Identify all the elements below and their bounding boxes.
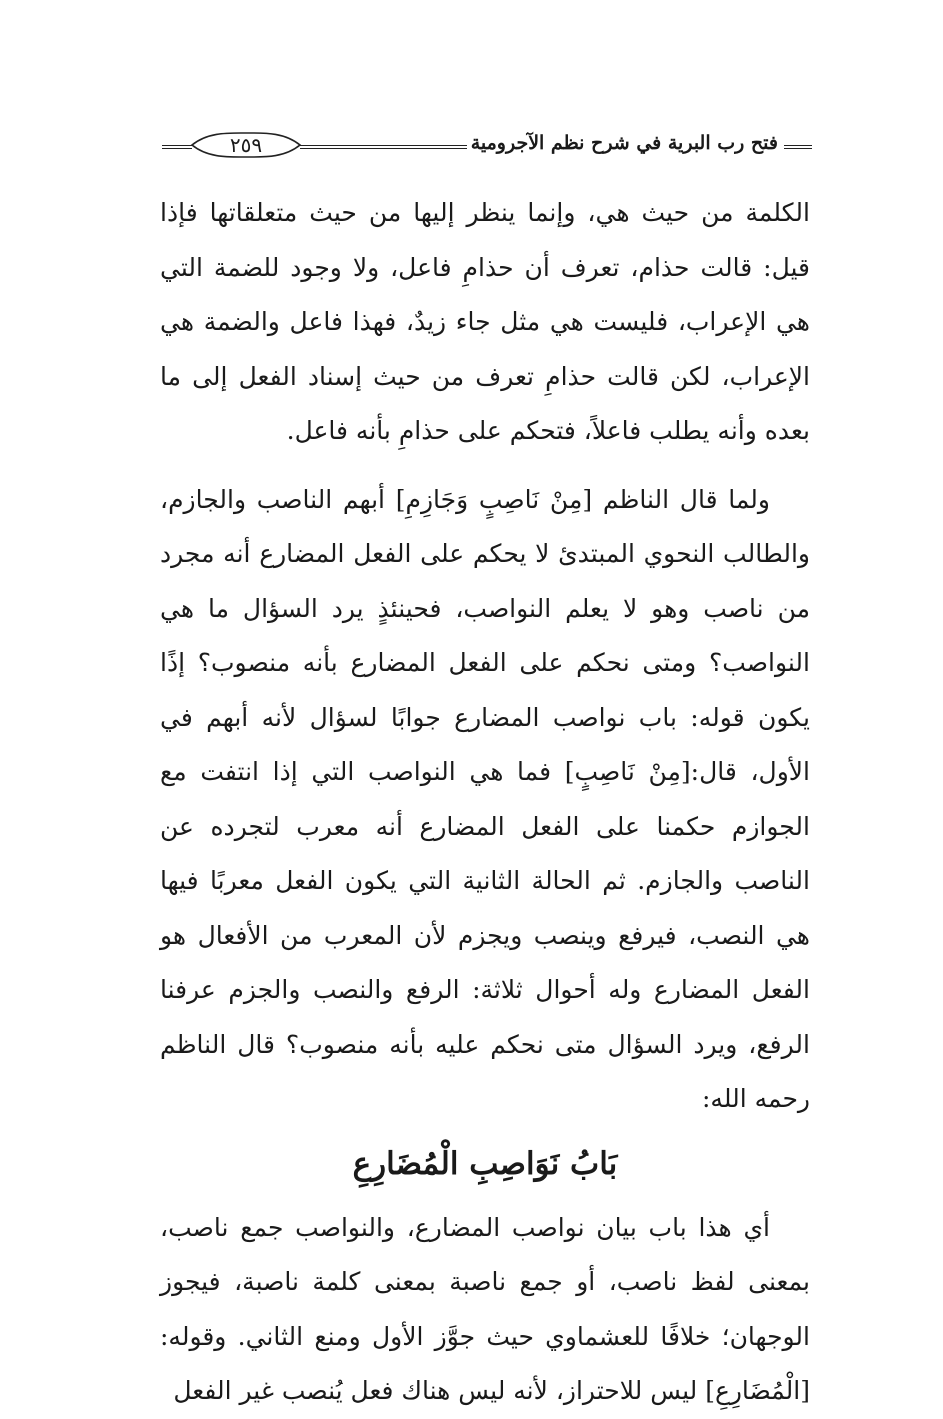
- header-rule-middle: [300, 145, 467, 149]
- page-number-frame: [188, 130, 304, 160]
- paragraph-3: أي هذا باب بيان نواصب المضارع، والنواصب جمع ناصب، بمعنى لفظ ناصب، أو جمع ناصبة بمعنى كلمة ناصبة، فيجوز الوجهان؛ خلافًا للعشماوي حيث جوَّز الأول ومنع الثاني. وقوله: [الْمُضَارِعِ] ليس للاحتراز، لأنه ليس هناك فعل يُنصب غير الفعل: [160, 1212, 810, 1405]
- body-text: [160, 186, 810, 1419]
- header-title: فتح رب البرية في شرح نظم الآجرومية: [470, 132, 778, 154]
- header-rule-right: [784, 145, 812, 149]
- running-header: [162, 128, 812, 168]
- section-heading: بَابُ نَوَاصِبِ الْمُضَارِعِ: [352, 1145, 618, 1182]
- paragraph-2: ولما قال الناظم [مِنْ نَاصِبٍ وَجَازِمِ] أبهم الناصب والجازم، والطالب النحوي المبتدئ لا يحكم على الفعل المضارع أنه مجرد من ناصب وهو لا يعلم النواصب، فحينئذٍ يرد السؤال ما هي النواصب؟ ومتى نحكم على الفعل المضارع بأنه منصوب؟ إذًا يكون قوله: باب نواصب المضارع جوابًا لسؤال لأنه أبهم في الأول، قال:[مِنْ نَاصِبٍ] فما هي النواصب التي إذا انتفت مع الجوازم حكمنا على الفعل المضارع أنه معرب لتجرده عن الناصب والجازم. ثم الحالة الثانية التي يكون الفعل معربًا فيها هي النصب، فيرفع وينصب ويجزم لأن المعرب من الأفعال هو الفعل المضارع وله أحوال ثلاثة: الرفع والنصب والجزم عرفنا الرفع، ويرد السؤال متى نحكم عليه بأنه منصوب؟ قال الناظم رحمه الله:: [160, 484, 810, 1113]
- header-rule-left: [162, 145, 192, 149]
- paragraph-1: الكلمة من حيث هي، وإنما ينظر إليها من حيث متعلقاتها فإذا قيل: قالت حذام، تعرف أن حذامِ فاعل، ولا وجود للضمة التي هي الإعراب، فليست هي مثل جاء زيدٌ، فهذا فاعل والضمة هي الإعراب، لكن قالت حذامِ تعرف من حيث إسناد الفعل إلى ما بعده وأنه يطلب فاعلاً، فتحكم على حذامِ بأنه فاعل.: [160, 198, 810, 445]
- page-number: ٢٥٩: [229, 133, 263, 157]
